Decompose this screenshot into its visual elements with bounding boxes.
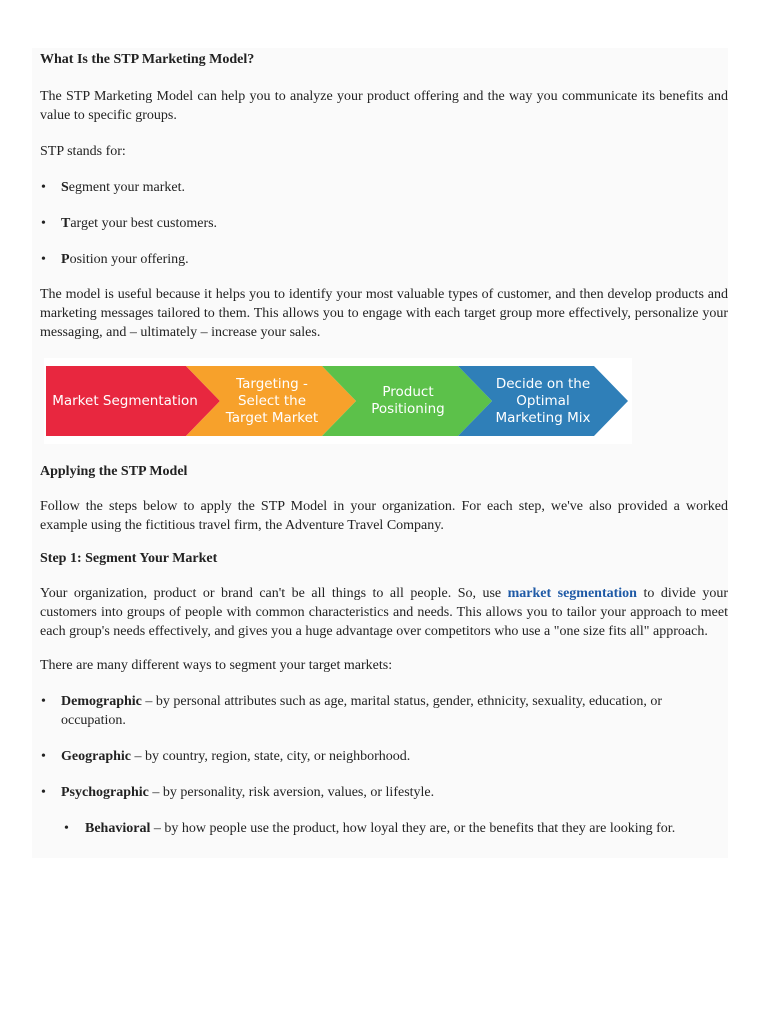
stage-positioning-label: Product Positioning — [371, 384, 445, 417]
intro-paragraph: The STP Marketing Model can help you to analyze your product offering and the way you communicate its benefits and value to specific groups. — [40, 89, 728, 123]
stp-item-target: • Target your best customers. — [40, 214, 728, 233]
stage-marketing-mix-label: Decide on the Optimal Marketing Mix — [495, 375, 591, 426]
heading-applying-stp: Applying the STP Model — [40, 464, 188, 479]
stp-list — [40, 178, 728, 269]
applying-paragraph: Follow the steps below to apply the STP Model in your organization. For each step, we've also provided a worked example using the fictitious travel firm, the Adventure Travel Company. — [40, 499, 728, 533]
heading-what-is-stp: What Is the STP Marketing Model? — [40, 52, 255, 67]
stp-stands-for: STP stands for: — [40, 144, 126, 159]
stage-segmentation-label: Market Segmentation — [52, 392, 198, 409]
segment-item-demographic: • Demographic – by personal attributes such as age, marital status, gender, ethnicity, sexuality, education, or occupation. — [40, 692, 728, 730]
step1-paragraph: Your organization, product or brand can't be all things to all people. So, use market segmentation to divide your customers into groups of people with common characteristics and needs. This allows you to tailor your approach to meet each group's needs effectively, and gives you a huge advantage over competitors who use a "one size fits all" approach. — [40, 586, 728, 639]
model-useful-paragraph: The model is useful because it helps you to identify your most valuable types of customer, and then develop products and marketing messages tailored to them. This allows you to engage with each target group more effectively, personalize your messaging, and – ultimately – increase your sales. — [40, 287, 728, 340]
ways-intro-paragraph: There are many different ways to segment your target markets: — [40, 658, 393, 673]
stp-item-position: • Position your offering. — [40, 250, 728, 269]
segment-item-psychographic: • Psychographic – by personality, risk aversion, values, or lifestyle. — [40, 783, 728, 802]
segment-item-behavioral: • Behavioral – by how people use the product, how loyal they are, or the benefits that they are looking for. — [40, 819, 728, 838]
segment-types-list — [40, 692, 728, 838]
market-segmentation-link[interactable]: market segmentation — [507, 586, 637, 601]
stp-process-diagram — [44, 358, 632, 444]
document-content — [40, 50, 728, 838]
stage-targeting-label: Targeting - Select the Target Market — [225, 375, 319, 426]
heading-step-1: Step 1: Segment Your Market — [40, 551, 218, 566]
segment-item-geographic: • Geographic – by country, region, state, city, or neighborhood. — [40, 747, 728, 766]
stp-item-segment: • Segment your market. — [40, 178, 728, 197]
